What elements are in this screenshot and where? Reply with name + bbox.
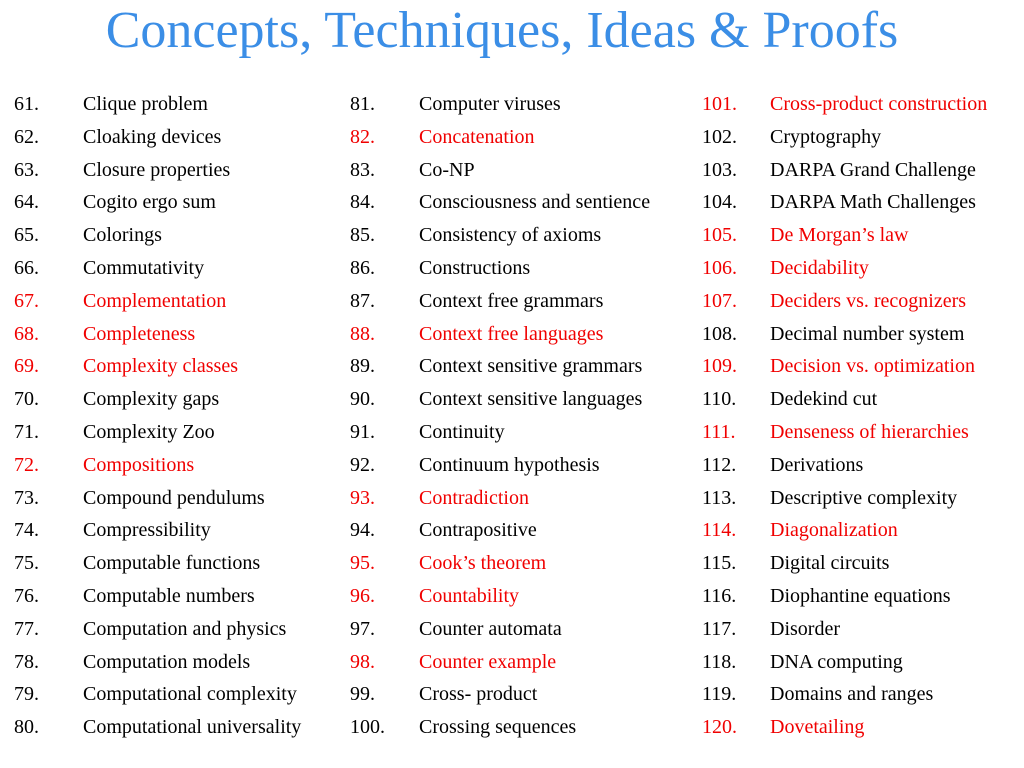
item-number: 64. — [14, 191, 39, 214]
item-number: 97. — [350, 617, 375, 640]
item-number: 71. — [14, 420, 39, 443]
item-label: Concatenation — [419, 125, 535, 148]
item-number: 110. — [702, 388, 737, 411]
item-label: Disorder — [770, 617, 840, 640]
item-number: 70. — [14, 388, 39, 411]
item-label: Context free grammars — [419, 289, 604, 312]
item-number: 118. — [702, 650, 737, 673]
item-number: 89. — [350, 355, 375, 378]
item-number: 105. — [702, 224, 737, 247]
item-label: Digital circuits — [770, 552, 890, 575]
item-number: 78. — [14, 650, 39, 673]
item-label: Colorings — [83, 224, 162, 247]
item-label: Cogito ergo sum — [83, 191, 216, 214]
item-number: 80. — [14, 716, 39, 739]
item-label: Computer viruses — [419, 93, 561, 115]
item-label: Cloaking devices — [83, 125, 222, 148]
item-number: 68. — [14, 322, 39, 345]
item-label: Counter example — [419, 650, 557, 673]
item-label: DNA computing — [770, 650, 903, 673]
item-number: 115. — [702, 552, 737, 575]
item-number: 83. — [350, 158, 375, 181]
item-number: 79. — [14, 683, 39, 706]
item-number: 109. — [702, 355, 737, 378]
item-label: Context sensitive grammars — [419, 355, 643, 378]
item-label: Cook’s theorem — [419, 552, 547, 575]
item-label: Descriptive complexity — [770, 486, 958, 509]
item-label: Derivations — [770, 453, 864, 476]
item-label: Complexity gaps — [83, 388, 220, 411]
item-number: 96. — [350, 584, 375, 607]
item-number: 86. — [350, 256, 375, 279]
item-number: 90. — [350, 388, 375, 411]
item-label: Compressibility — [83, 519, 211, 542]
item-label: Decision vs. optimization — [770, 355, 975, 378]
item-number: 93. — [350, 486, 375, 509]
item-label: Computable functions — [83, 552, 261, 575]
item-label: Co-NP — [419, 158, 475, 181]
item-label: Computation models — [83, 650, 251, 673]
item-number: 88. — [350, 322, 375, 345]
item-number: 66. — [14, 256, 39, 279]
item-label: Cross- product — [419, 683, 538, 706]
item-label: Domains and ranges — [770, 683, 934, 706]
item-number: 85. — [350, 224, 375, 247]
item-number: 100. — [350, 716, 385, 739]
item-label: Computational universality — [83, 716, 302, 739]
item-number: 108. — [702, 322, 737, 345]
item-number: 102. — [702, 125, 737, 148]
page-title: Concepts, Techniques, Ideas & Proofs — [105, 2, 899, 59]
item-label: Cryptography — [770, 125, 882, 148]
item-label: DARPA Math Challenges — [770, 191, 976, 214]
item-label: Continuum hypothesis — [419, 453, 600, 476]
item-label: Complexity Zoo — [83, 420, 215, 443]
item-label: Clique problem — [83, 93, 208, 115]
item-label: Continuity — [419, 420, 505, 443]
item-number: 98. — [350, 650, 375, 673]
item-label: Consciousness and sentience — [419, 191, 651, 214]
item-label: Compound pendulums — [83, 486, 265, 509]
item-label: Constructions — [419, 256, 531, 279]
item-number: 67. — [14, 289, 39, 312]
item-number: 117. — [702, 617, 737, 640]
item-label: Diagonalization — [770, 519, 898, 542]
item-label: Deciders vs. recognizers — [770, 289, 967, 312]
item-number: 69. — [14, 355, 39, 378]
item-label: Computable numbers — [83, 584, 255, 607]
item-number: 104. — [702, 191, 737, 214]
item-label: Counter automata — [419, 617, 562, 640]
item-number: 113. — [702, 486, 737, 509]
item-number: 101. — [702, 93, 737, 115]
item-number: 72. — [14, 453, 39, 476]
item-number: 114. — [702, 519, 737, 542]
item-number: 77. — [14, 617, 39, 640]
item-label: Completeness — [83, 322, 196, 345]
item-number: 94. — [350, 519, 375, 542]
item-label: Decidability — [770, 256, 869, 279]
item-label: Contradiction — [419, 486, 529, 509]
item-number: 91. — [350, 420, 375, 443]
item-label: Complementation — [83, 289, 227, 312]
item-label: Countability — [419, 584, 519, 607]
item-number: 116. — [702, 584, 737, 607]
item-number: 112. — [702, 453, 737, 476]
item-number: 82. — [350, 125, 375, 148]
item-label: Cross-product construction — [770, 93, 988, 115]
item-label: Dedekind cut — [770, 388, 878, 411]
item-label: Compositions — [83, 453, 195, 476]
item-label: Computation and physics — [83, 617, 287, 640]
item-number: 81. — [350, 93, 375, 115]
item-label: Decimal number system — [770, 322, 965, 345]
item-label: Diophantine equations — [770, 584, 951, 607]
item-label: Complexity classes — [83, 355, 238, 378]
item-label: De Morgan’s law — [770, 224, 909, 247]
item-number: 95. — [350, 552, 375, 575]
item-number: 73. — [14, 486, 39, 509]
item-label: Computational complexity — [83, 683, 297, 706]
item-number: 99. — [350, 683, 375, 706]
item-label: Closure properties — [83, 158, 231, 181]
item-number: 106. — [702, 256, 737, 279]
item-label: Dovetailing — [770, 716, 865, 739]
item-number: 111. — [702, 420, 736, 443]
item-label: Consistency of axioms — [419, 224, 602, 247]
item-label: Context sensitive languages — [419, 388, 643, 411]
item-number: 92. — [350, 453, 375, 476]
item-number: 76. — [14, 584, 39, 607]
item-number: 62. — [14, 125, 39, 148]
item-number: 103. — [702, 158, 737, 181]
item-number: 107. — [702, 289, 737, 312]
item-label: Denseness of hierarchies — [770, 420, 969, 443]
item-number: 63. — [14, 158, 39, 181]
item-label: DARPA Grand Challenge — [770, 158, 976, 181]
item-number: 120. — [702, 716, 737, 739]
item-label: Context free languages — [419, 322, 604, 345]
item-number: 84. — [350, 191, 375, 214]
item-number: 119. — [702, 683, 737, 706]
item-number: 65. — [14, 224, 39, 247]
item-label: Crossing sequences — [419, 716, 577, 739]
item-number: 87. — [350, 289, 375, 312]
item-number: 74. — [14, 519, 39, 542]
item-number: 61. — [14, 93, 39, 115]
item-number: 75. — [14, 552, 39, 575]
item-label: Commutativity — [83, 256, 205, 279]
item-label: Contrapositive — [419, 519, 537, 542]
